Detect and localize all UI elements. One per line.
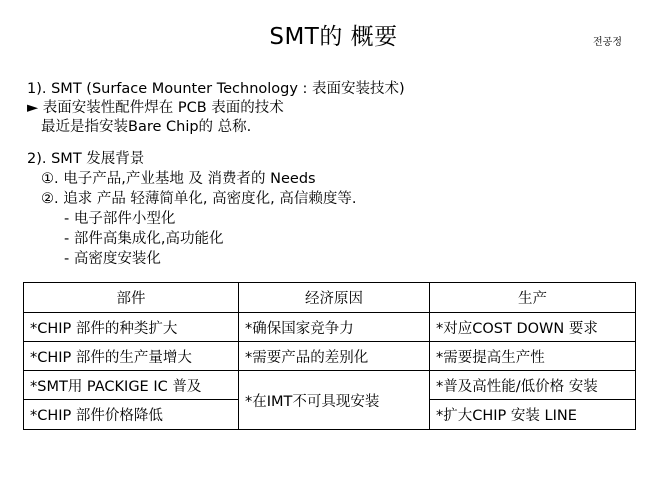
- section-1-line-1: ► 表面安装性配件焊在 PCB 表面的技术: [27, 100, 284, 116]
- table-cell-merged: *在IMT不可具现安装: [239, 371, 430, 430]
- section-2-line-1: ①. 电子产品,产业基地 及 消费者的 Needs: [41, 171, 316, 187]
- header-cell-production: 生产: [430, 283, 636, 313]
- section-2-line-5: - 高密度安装化: [64, 251, 161, 267]
- table-row: [24, 371, 636, 400]
- table-cell: *SMT用 PACKIGE IC 普及: [24, 371, 239, 400]
- section-2-heading: 2). SMT 发展背景: [27, 151, 145, 167]
- header-cell-parts: 部件: [24, 283, 239, 313]
- table-cell: *普及高性能/低价格 安装: [430, 371, 636, 400]
- table-row: [24, 342, 636, 371]
- summary-table: [23, 282, 636, 430]
- table-row: [24, 313, 636, 342]
- section-2-line-3: - 电子部件小型化: [64, 211, 176, 227]
- corner-note: 전공정: [593, 37, 622, 48]
- section-1-line-2: 最近是指安装Bare Chip的 总称.: [41, 119, 252, 135]
- table-cell: *需要产品的差别化: [239, 342, 430, 371]
- table-cell: *确保国家竞争力: [239, 313, 430, 342]
- table-cell: *CHIP 部件的种类扩大: [24, 313, 239, 342]
- table-cell: *对应COST DOWN 要求: [430, 313, 636, 342]
- table-cell: *需要提高生产性: [430, 342, 636, 371]
- section-2-line-4: - 部件高集成化,高功能化: [64, 231, 224, 247]
- table-header-row: [24, 283, 636, 313]
- header-cell-economic-reasons: 经济原因: [239, 283, 430, 313]
- section-1-heading: 1). SMT (Surface Mounter Technology : 表面安装技术): [27, 81, 405, 97]
- section-2-line-2: ②. 追求 产品 轻薄简单化, 高密度化, 高信赖度等.: [41, 191, 357, 207]
- page-title: SMT的 概要: [269, 24, 398, 50]
- table-cell: *扩大CHIP 安装 LINE: [430, 400, 636, 430]
- table-cell: *CHIP 部件的生产量增大: [24, 342, 239, 371]
- table-cell: *CHIP 部件价格降低: [24, 400, 239, 430]
